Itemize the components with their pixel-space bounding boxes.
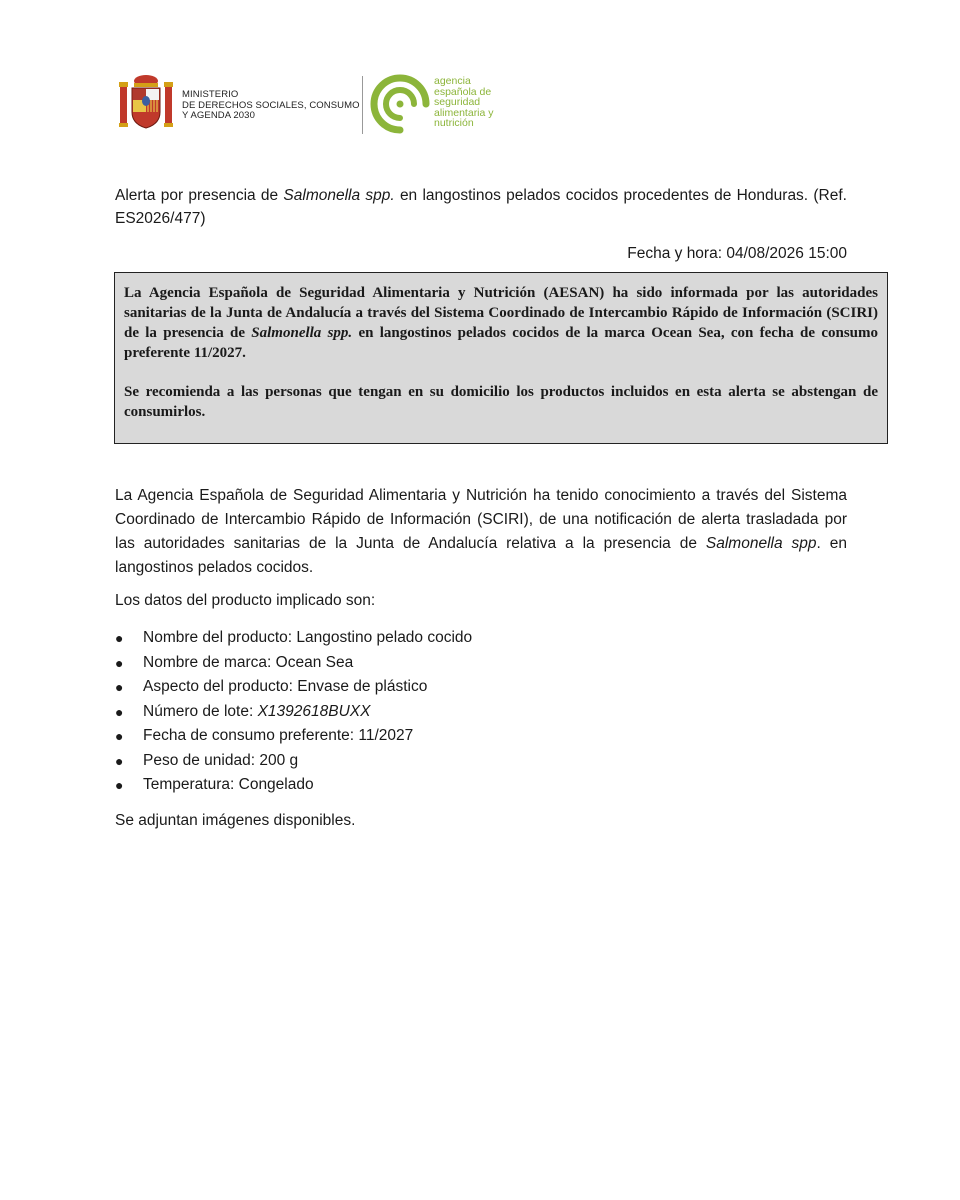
bullet-icon: ●	[115, 752, 124, 769]
ministry-name: MINISTERIO DE DERECHOS SOCIALES, CONSUMO Y AGENDA 2030	[182, 89, 360, 121]
body-paragraph: La Agencia Española de Seguridad Alimentaria y Nutrición ha tenido conocimiento a través del Sistema Coordinado de Intercambio Rápido de Información (SCIRI), de una notificación de alerta trasladada por las autoridades sanitarias de la Junta de Andalucía relativa a la presencia de Salmonella spp. en langostinos pelados cocidos.	[115, 487, 847, 576]
lot-number: X1392618BUXX	[257, 702, 371, 720]
alert-summary-paragraph: La Agencia Española de Seguridad Alimentaria y Nutrición (AESAN) ha sido informada por las autoridades sanitarias de la Junta de Andalucía a través del Sistema Coordinado de Intercambio Rápido de Información (SCIRI) de la presencia de Salmonella spp. en langostinos pelados cocidos de la marca Ocean Sea, con fecha de consumo preferente 11/2027.	[124, 285, 878, 361]
bullet-icon: ●	[115, 777, 124, 793]
bullet-icon: ●	[115, 728, 124, 744]
list-item-weight: ● Peso de unidad: 200 g	[115, 749, 472, 774]
coat-of-arms-logo	[118, 72, 174, 132]
closing-note: Se adjuntan imágenes disponibles.	[115, 812, 356, 829]
organism-name: Salmonella spp.	[251, 325, 353, 341]
aesan-spiral-logo	[368, 74, 432, 136]
organism-name: Salmonella spp	[705, 535, 817, 552]
alert-recommendation: Se recomienda a las personas que tengan en su domicilio los productos incluidos en esta alerta se abstengan de consumirlos.	[124, 384, 878, 420]
header-divider	[362, 76, 363, 134]
list-item-best-before: ● Fecha de consumo preferente: 11/2027	[115, 724, 472, 749]
alert-summary-box	[114, 272, 888, 444]
list-item-aspect: ● Aspecto del producto: Envase de plástico	[115, 675, 472, 700]
list-item-brand: ● Nombre de marca: Ocean Sea	[115, 651, 472, 676]
date-time: Fecha y hora: 04/08/2026 15:00	[627, 245, 847, 262]
bullet-icon: ●	[115, 679, 124, 695]
product-data-intro: Los datos del producto implicado son:	[115, 592, 376, 609]
list-item-product-name: ● Nombre del producto: Langostino pelado cocido	[115, 626, 472, 651]
product-details-list	[115, 626, 472, 798]
alert-title: Alerta por presencia de Salmonella spp. en langostinos pelados cocidos procedentes de Honduras. (Ref. ES2026/477)	[115, 187, 847, 227]
list-item-temperature: ● Temperatura: Congelado	[115, 773, 472, 798]
list-item-lot: ● Número de lote: X1392618BUXX	[115, 700, 472, 725]
bullet-icon: ●	[115, 703, 124, 720]
document-header	[118, 70, 618, 138]
bullet-icon: ●	[115, 654, 124, 671]
bullet-icon: ●	[115, 630, 124, 646]
organism-name: Salmonella spp.	[283, 187, 395, 204]
agency-name: agencia española de seguridad alimentaria y nutrición	[434, 75, 494, 129]
